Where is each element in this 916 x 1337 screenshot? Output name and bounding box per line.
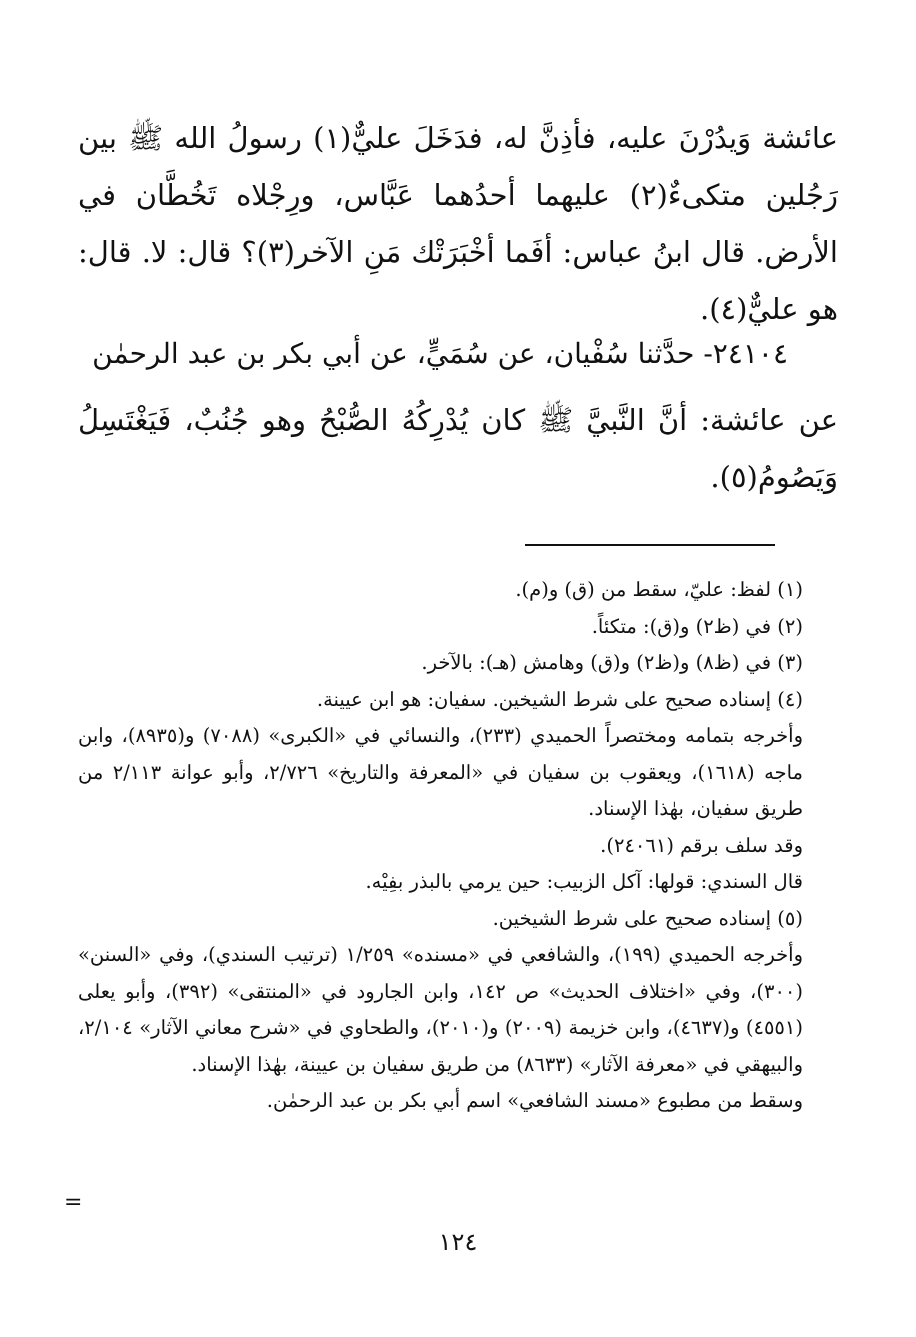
- footnote-4-cross-ref: وقد سلف برقم (٢٤٠٦١).: [600, 833, 803, 857]
- hadith-matn-paragraph: عن عائشة: أنَّ النَّبيَّ ﷺ كان يُدْرِكُهُ الصُّبْحُ وهو جُنُبٌ، فَيَغْتَسِلُ وَيَصُومُ(٥).: [78, 403, 838, 494]
- continuation-mark: =: [64, 1190, 83, 1215]
- hadith-matn-block: [78, 392, 838, 506]
- hadith-text-paragraph: عائشة وَيدُرْنَ عليه، فأذِنَّ له، فدَخَلَ عليٌّ(١) رسولُ الله ﷺ بين رَجُلين متكىءٌ(٢) عليهما أحدُهما عَبَّاس، ورِجْلاه تَخُطَّان في الأرض. قال ابنُ عباس: أفَما أخْبَرَتْك مَنِ الآخر(٣)؟ قال: لا. قال: هو عليٌّ(٤).: [78, 121, 839, 326]
- footnote-4-sindi: قال السندي: قولها: آكل الزبيب: حين يرمي بالبذر بفِيْه.: [365, 870, 803, 893]
- footnotes-block: [78, 572, 838, 1120]
- footnote-4-takhrij: وأخرجه بتمامه ومختصراً الحميدي (٢٣٣)، والنسائي في «الكبرى» (٧٠٨٨) و(٨٩٣٥)، وابن ماجه (١٦١٨)، ويعقوب بن سفيان في «المعرفة والتاريخ» ٢/٧٢٦، وأبو عوانة ٢/١١٣ من طريق سفيان، بهٰذا الإسناد.: [78, 724, 803, 820]
- footnote-5-remark: وسقط من مطبوع «مسند الشافعي» اسم أبي بكر بن عبد الرحمٰن.: [266, 1089, 803, 1112]
- footnote-2: (٢) في (ظ٢) و(ق): متكئاً.: [591, 614, 803, 638]
- main-text-block: [78, 110, 838, 338]
- footnote-1: (١) لفظ: عليّ، سقط من (ق) و(م).: [515, 578, 803, 601]
- footnote-separator: [525, 544, 775, 546]
- footnote-5-takhrij: وأخرجه الحميدي (١٩٩)، والشافعي في «مسنده» ١/٢٥٩ (ترتيب السندي)، وفي «السنن» (٣٠٠)، وفي «اختلاف الحديث» ص ١٤٢، وابن الجارود في «المنتقى» (٣٩٢)، وأبو يعلى (٤٥٥١) و(٤٦٣٧)، وابن خزيمة (٢٠٠٩) و(٢٠١٠)، والطحاوي في «شرح معاني الآثار» ٢/١٠٤، والبيهقي في «معرفة الآثار» (٨٦٣٣) من طريق سفيان بن عيينة، بهٰذا الإسناد.: [78, 943, 804, 1076]
- hadith-isnad-line: ٢٤١٠٤- حدَّثنا سُفْيان، عن سُمَيٍّ، عن أبي بكر بن عبد الرحمٰن: [92, 337, 788, 370]
- footnote-5: (٥) إسناده صحيح على شرط الشيخين.: [492, 906, 803, 930]
- footnote-3: (٣) في (ظ٨) و(ظ٢) و(ق) وهامش (هـ): بالآخر.: [421, 651, 803, 674]
- page-number: ١٢٤: [438, 1228, 478, 1256]
- footnote-4: (٤) إسناده صحيح على شرط الشيخين. سفيان: هو ابن عيينة.: [316, 687, 803, 711]
